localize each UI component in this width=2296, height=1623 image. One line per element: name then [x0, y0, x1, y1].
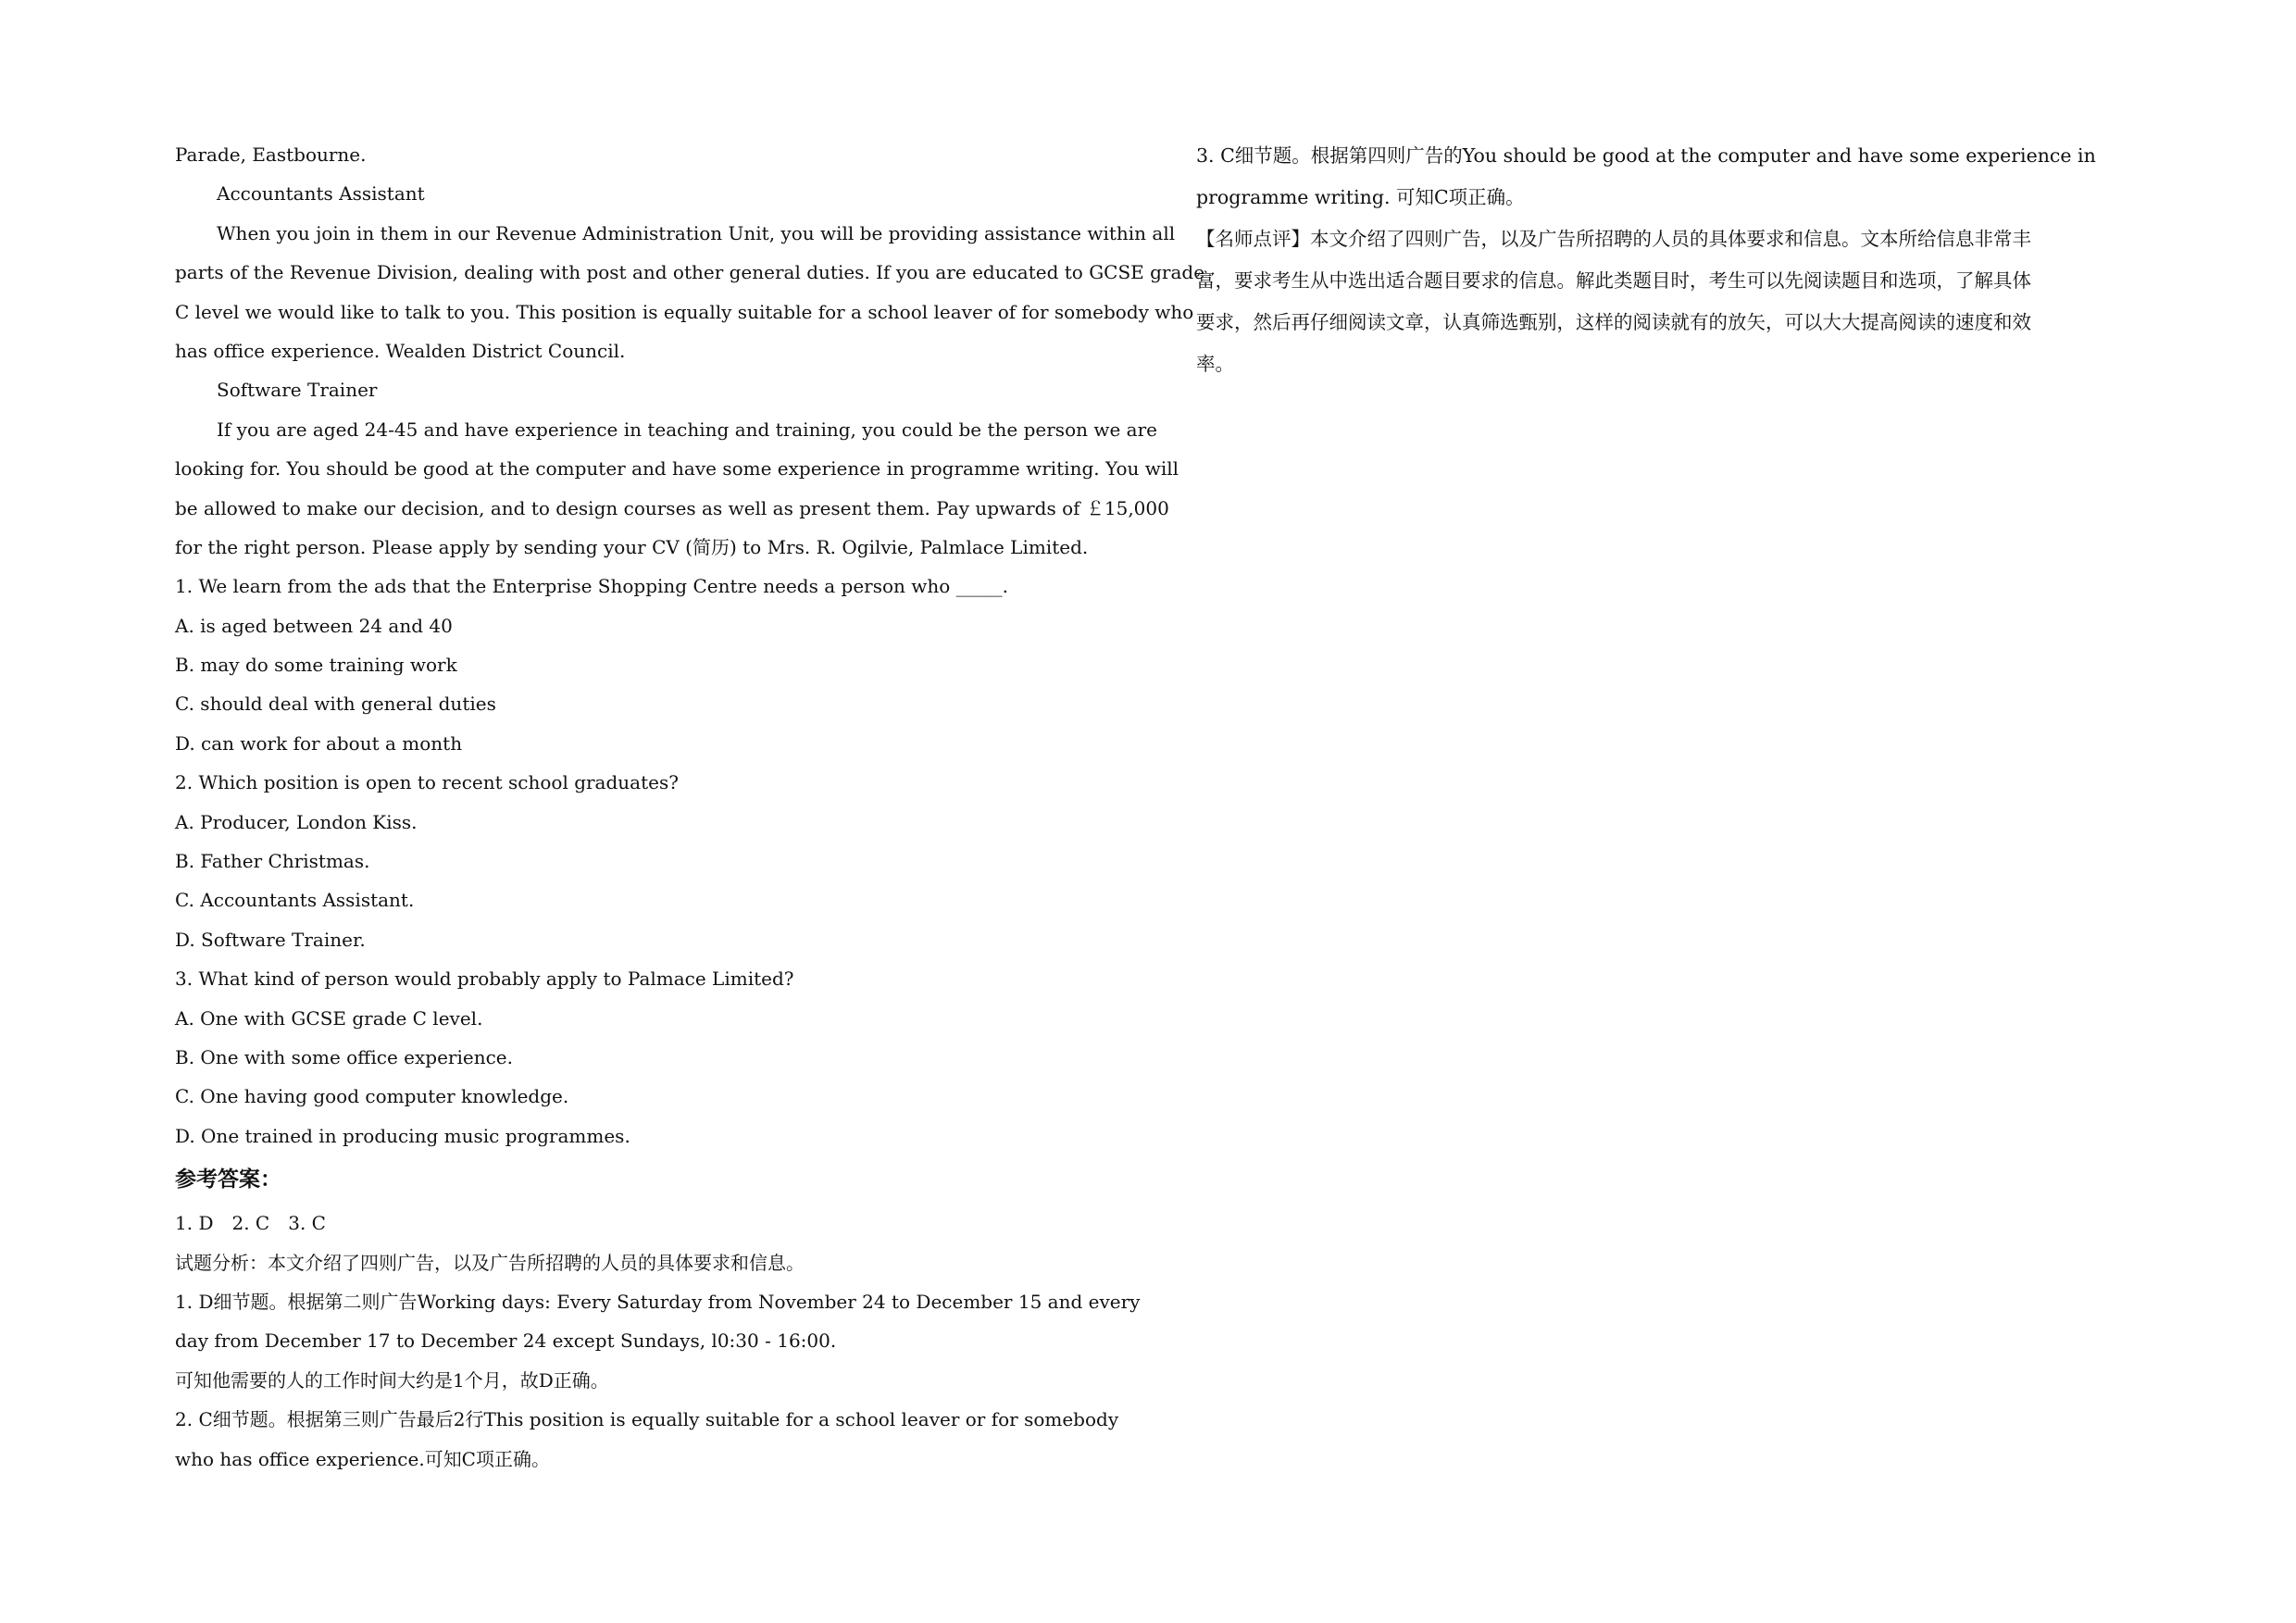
passage-line: parts of the Revenue Division, dealing with post and other general duties. If you are educated to GCSE grade: [175, 261, 1205, 284]
explanation-line: 1. D细节题。根据第二则广告Working days: Every Saturday from November 24 to December 15 and every: [175, 1290, 1141, 1313]
passage-line: has office experience. Wealden District Council.: [175, 339, 626, 362]
passage: [175, 135, 1205, 567]
answer-option: A. One with GCSE grade C level.: [175, 1006, 483, 1030]
explanation-line: 试题分析：本文介绍了四则广告，以及广告所招聘的人员的具体要求和信息。: [175, 1251, 805, 1274]
explanation-line: 要求，然后再仔细阅读文章，认真筛选甄别，这样的阅读就有的放矢，可以大大提高阅读的速度和效: [1196, 311, 2031, 333]
answer-explanations: [175, 1204, 1141, 1479]
explanation-line: 率。: [1196, 353, 1234, 375]
passage-line: looking for. You should be good at the computer and have some experience in programme writing. You will: [175, 457, 1179, 481]
explanation-line: 富，要求考生从中选出适合题目要求的信息。解此类题目时，考生可以先阅读题目和选项，了解具体: [1196, 269, 2031, 292]
answer-option: B. may do some training work: [175, 654, 457, 677]
answer-option: A. is aged between 24 and 40: [175, 614, 453, 637]
explanation-line: programme writing. 可知C项正确。: [1196, 186, 1525, 208]
explanation-line: 可知他需要的人的工作时间大约是1个月，故D正确。: [175, 1368, 609, 1392]
left-column: [175, 135, 1205, 1479]
question-list: [175, 567, 1129, 1155]
explanation-line: 2. C细节题。根据第三则广告最后2行This position is equally suitable for a school leaver or for somebody: [175, 1408, 1119, 1431]
passage-line: Accountants Assistant: [217, 182, 425, 206]
answer-option: B. One with some office experience.: [175, 1045, 513, 1068]
passage-line: C level we would like to talk to you. This position is equally suitable for a school leaver of for somebody who: [175, 300, 1194, 323]
answer-option: C. Accountants Assistant.: [175, 889, 415, 912]
passage-line: Software Trainer: [217, 379, 378, 402]
answer-heading: 参考答案：: [175, 1167, 281, 1192]
passage-line: for the right person. Please apply by sending your CV (简历) to Mrs. R. Ogilvie, Palmlace Limited.: [175, 535, 1089, 558]
answer-option: B. Father Christmas.: [175, 850, 370, 873]
explanation-continued: [1196, 135, 2150, 385]
passage-line: When you join in them in our Revenue Administration Unit, you will be providing assistance within all: [217, 221, 1176, 244]
explanation-line: who has office experience.可知C项正确。: [175, 1447, 550, 1470]
explanation-line: 【名师点评】本文介绍了四则广告，以及广告所招聘的人员的具体要求和信息。文本所给信息非常丰: [1196, 228, 2031, 250]
explanation-line: day from December 17 to December 24 except Sundays, l0:30 - 16:00.: [175, 1330, 837, 1353]
answer-key: 1. D 2. C 3. C: [175, 1212, 326, 1235]
answer-option: D. One trained in producing music programmes.: [175, 1124, 630, 1147]
answer-option: D. can work for about a month: [175, 731, 463, 755]
question-text: 2. Which position is open to recent school graduates?: [175, 771, 679, 794]
passage-line: be allowed to make our decision, and to design courses as well as present them. Pay upwards of ￡15,000: [175, 496, 1169, 519]
answer-option: C. One having good computer knowledge.: [175, 1085, 569, 1108]
question-text: 1. We learn from the ads that the Enterprise Shopping Centre needs a person who _____.: [175, 575, 1009, 598]
passage-line: Parade, Eastbourne.: [175, 144, 367, 166]
question-text: 3. What kind of person would probably apply to Palmace Limited?: [175, 968, 794, 991]
answer-option: A. Producer, London Kiss.: [175, 810, 418, 833]
passage-line: If you are aged 24-45 and have experience in teaching and training, you could be the person we are: [217, 418, 1157, 441]
explanation-line: 3. C细节题。根据第四则广告的You should be good at the computer and have some experience in: [1196, 144, 2096, 167]
answer-option: D. Software Trainer.: [175, 928, 366, 951]
right-column: [1196, 135, 2150, 385]
answer-option: C. should deal with general duties: [175, 693, 496, 716]
